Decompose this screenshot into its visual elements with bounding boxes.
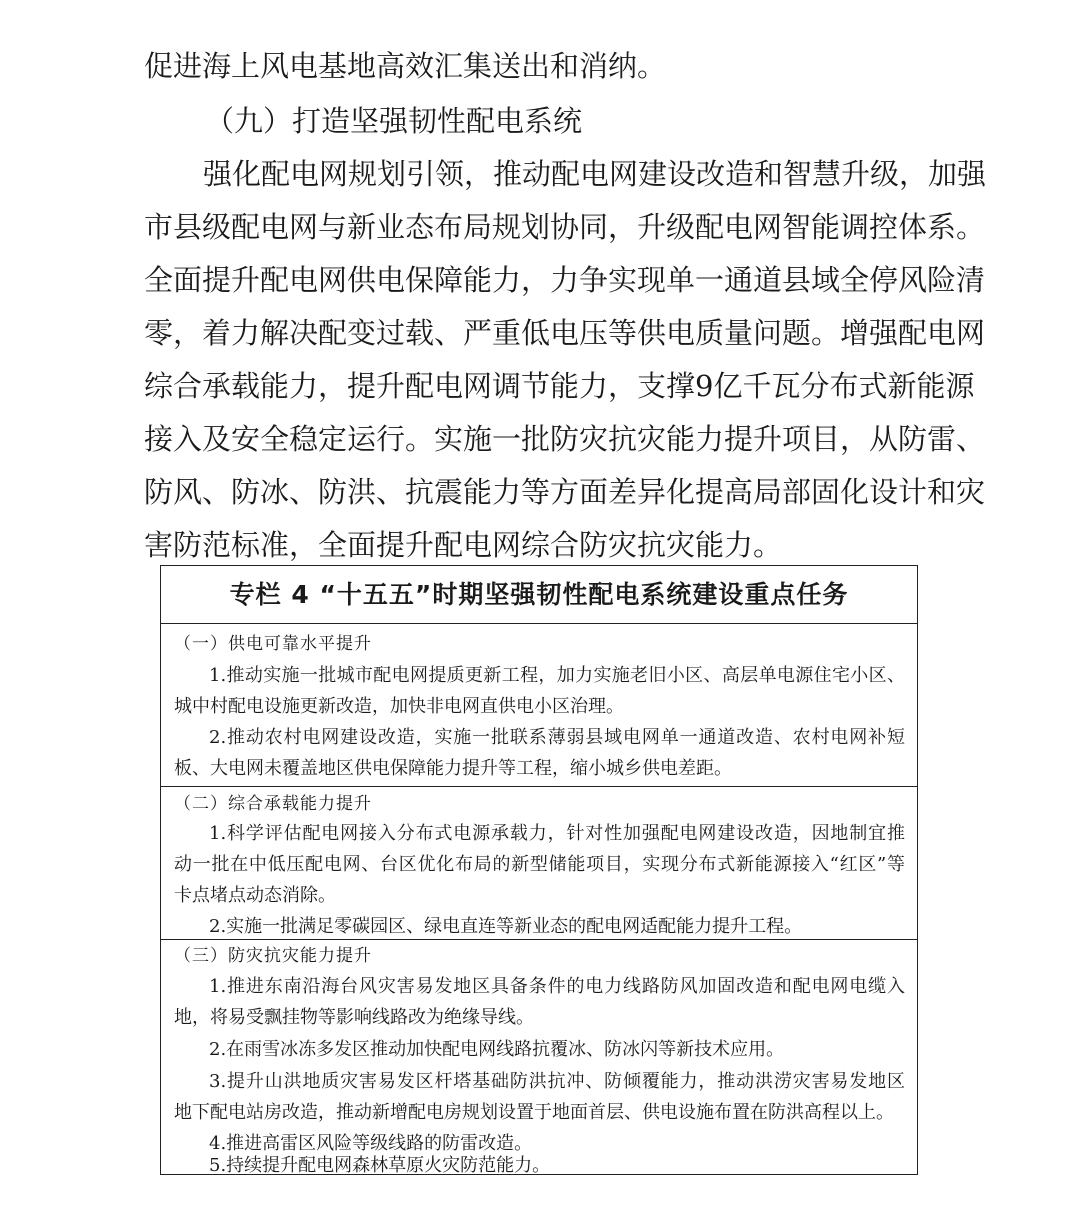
body-text-line: 市县级配电网与新业态布局规划协同，升级配电网智能调控体系。 [144,210,986,244]
group-text-line: 动一批在中低压配电网、台区优化布局的新型储能项目，实现分布式新能源接入“红区”等 [174,854,905,875]
body-text-line: 强化配电网规划引领，推动配电网建设改造和智慧升级，加强 [203,157,987,191]
body-text-line: 防风、防冰、防洪、抗震能力等方面差异化提高局部固化设计和灾 [144,475,986,509]
group-text-line: 2.推动农村电网建设改造，实施一批联系薄弱县域电网单一通道改造、农村电网补短 [209,727,905,748]
group-text-line: 4.推进高雷区风险等级线路的防雷改造。 [209,1133,533,1154]
group-text-line: 1.推动实施一批城市配电网提质更新工程，加力实施老旧小区、高层单电源住宅小区、 [209,665,905,686]
group-text-line: 1.推进东南沿海台风灾害易发地区具备条件的电力线路防风加固改造和配电网电缆入 [209,976,905,997]
group-heading: （三）防灾抗灾能力提升 [174,946,372,966]
body-text-line: 促进海上风电基地高效汇集送出和消纳。 [144,49,667,83]
group-text-line: 5.持续提升配电网森林草原火灾防范能力。 [209,1155,551,1176]
group-text-line: 城中村配电设施更新改造，加快非电网直供电小区治理。 [174,696,624,717]
body-text-line: 害防范标准，全面提升配电网综合防灾抗灾能力。 [144,528,783,562]
group-text-line: 地下配电站房改造，推动新增配电房规划设置于地面首层、供电设施布置在防洪高程以上。 [174,1102,894,1123]
group-text-line: 板、大电网未覆盖地区供电保障能力提升等工程，缩小城乡供电差距。 [174,758,732,779]
section-heading: （九）打造坚强韧性配电系统 [205,104,583,138]
group-text-line: 卡点堵点动态消除。 [174,885,336,906]
group-heading: （二）综合承载能力提升 [174,794,372,814]
group-text-line: 3.提升山洪地质灾害易发区杆塔基础防洪抗冲、防倾覆能力，推动洪涝灾害易发地区 [209,1071,905,1092]
group-heading: （一）供电可靠水平提升 [174,634,372,654]
group-divider [161,939,917,940]
body-text-line: 接入及安全稳定运行。实施一批防灾抗灾能力提升项目，从防雷、 [144,422,986,456]
body-text-line: 零，着力解决配变过载、严重低电压等供电质量问题。增强配电网 [144,316,986,350]
body-text-line: 综合承载能力，提升配电网调节能力，支撑9亿千瓦分布式新能源 [144,369,975,403]
group-text-line: 1.科学评估配电网接入分布式电源承载力，针对性加强配电网建设改造，因地制宜推 [209,823,905,844]
column-title: 专栏 4 “十五五”时期坚强韧性配电系统建设重点任务 [161,566,917,624]
group-divider [161,786,917,787]
column-box [160,565,918,1175]
group-text-line: 2.实施一批满足零碳园区、绿电直连等新业态的配电网适配能力提升工程。 [209,916,803,937]
body-text-line: 全面提升配电网供电保障能力，力争实现单一通道县域全停风险清 [144,263,986,297]
group-text-line: 地，将易受飘挂物等影响线路改为绝缘导线。 [174,1007,534,1028]
group-text-line: 2.在雨雪冰冻多发区推动加快配电网线路抗覆冰、防冰闪等新技术应用。 [209,1039,785,1060]
